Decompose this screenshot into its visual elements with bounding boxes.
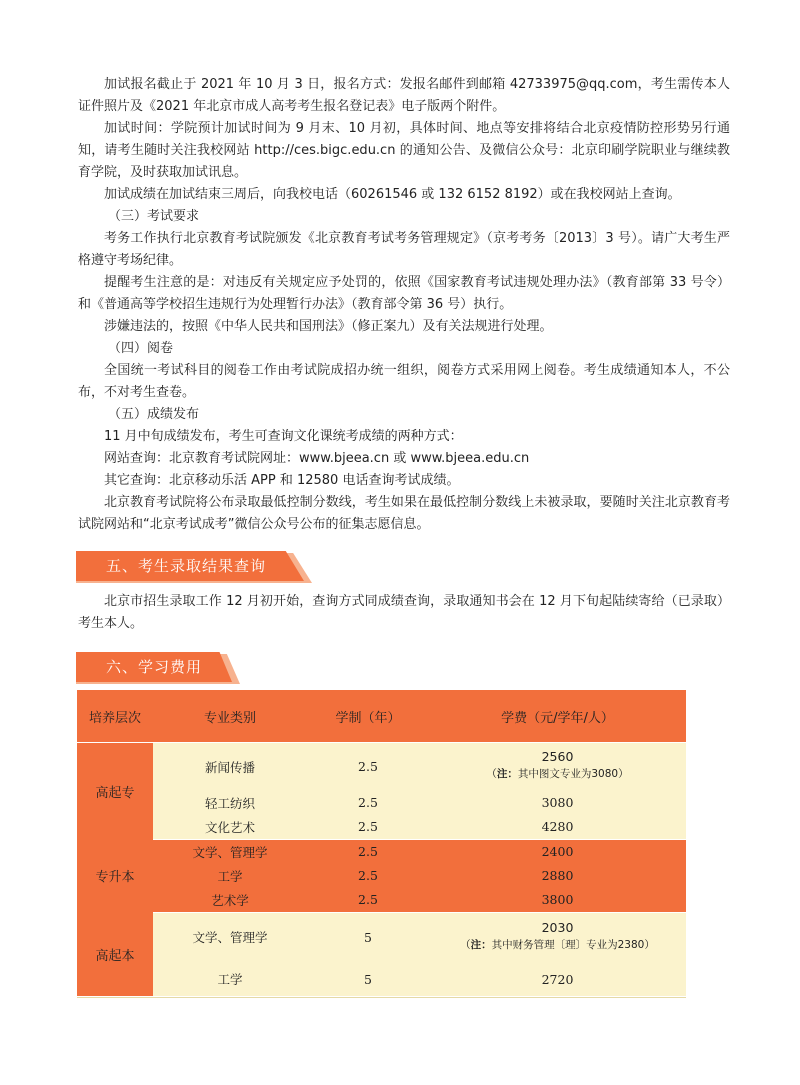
paragraph: 加试报名截止于 2021 年 10 月 3 日，报名方式：发报名邮件到邮箱 42733975@qq.com，考生需传本人证件照片及《2021 年北京市成人高考考生报名登记表》电子版两个附件。 <box>78 77 730 114</box>
fee-cell: 3800 <box>429 888 686 913</box>
table-row <box>77 912 686 962</box>
fee-cell: 3080 <box>429 791 686 815</box>
years-cell: 2.5 <box>307 864 429 888</box>
tuition-table <box>77 690 686 996</box>
note-body: 其中财务管理〔理〕专业为2380） <box>491 938 655 951</box>
subheading: （四）阅卷 <box>108 341 174 356</box>
table-bottom-rule <box>77 997 686 998</box>
fee-cell: 2400 <box>429 839 686 864</box>
note-prefix: 注： <box>496 768 518 781</box>
paragraph: 全国统一考试科目的阅卷工作由考试院成招办统一组织，阅卷方式采用网上阅卷。考生成绩通知本人，不公布，不对考生查卷。 <box>78 363 730 400</box>
fee-cell <box>429 912 686 962</box>
table-row <box>77 815 686 840</box>
major-cell: 文学、管理学 <box>153 912 307 962</box>
paragraph: 其它查询：北京移动乐活 APP 和 12580 电话查询考试成绩。 <box>104 473 460 488</box>
major-cell: 轻工纺织 <box>153 791 307 815</box>
years-cell: 2.5 <box>307 743 429 791</box>
header-years: 学制（年） <box>307 690 429 743</box>
note-open: （ <box>460 938 471 951</box>
table-row <box>77 743 686 791</box>
fee-cell: 2880 <box>429 864 686 888</box>
section6-banner <box>76 652 240 682</box>
fee-cell: 4280 <box>429 815 686 840</box>
fee-value: 2560 <box>541 749 574 765</box>
major-cell: 文化艺术 <box>153 815 307 840</box>
level-cell: 高起本 <box>77 912 153 996</box>
major-cell: 文学、管理学 <box>153 839 307 864</box>
paragraph: 提醒考生注意的是：对违反有关规定应予处罚的，依照《国家教育考试违规处理办法》（教育部第 33 号令）和《普通高等学校招生违规行为处理暂行办法》（教育部令第 36 号）执行。 <box>78 275 730 312</box>
section5-body <box>78 591 730 635</box>
years-cell: 5 <box>307 962 429 996</box>
years-cell: 2.5 <box>307 815 429 840</box>
table-row <box>77 864 686 888</box>
table-header-row <box>77 690 686 743</box>
table-row <box>77 791 686 815</box>
level-cell: 专升本 <box>77 839 153 912</box>
level-cell: 高起专 <box>77 743 153 840</box>
paragraph: 11 月中旬成绩发布，考生可查询文化课统考成绩的两种方式： <box>104 429 463 444</box>
years-cell: 2.5 <box>307 791 429 815</box>
table-row <box>77 839 686 864</box>
paragraph: 涉嫌违法的，按照《中华人民共和国刑法》（修正案九）及有关法规进行处理。 <box>104 319 553 334</box>
table-row <box>77 888 686 913</box>
paragraph: 北京教育考试院将公布录取最低控制分数线，考生如果在最低控制分数线上未被录取，要随时关注北京教育考试院网站和“北京考试成考”微信公众号公布的征集志愿信息。 <box>78 495 730 532</box>
note-body: 其中图文专业为3080） <box>517 768 629 781</box>
section5-title: 五、考生录取结果查询 <box>106 557 267 575</box>
fee-note <box>429 935 686 955</box>
subheading: （三）考试要求 <box>108 209 200 224</box>
header-level: 培养层次 <box>77 690 153 743</box>
header-fee: 学费（元/学年/人） <box>429 690 686 743</box>
note-open: （ <box>486 768 497 781</box>
subheading: （五）成绩发布 <box>108 407 200 422</box>
section5-banner <box>76 551 312 581</box>
major-cell: 工学 <box>153 962 307 996</box>
body-text <box>78 74 730 536</box>
paragraph: 网站查询：北京教育考试院网址：www.bjeea.cn 或 www.bjeea.edu.cn <box>104 451 530 466</box>
paragraph: 考务工作执行北京教育考试院颁发《北京教育考试考务管理规定》（京考考务〔2013〕3 号）。请广大考生严格遵守考场纪律。 <box>78 231 730 268</box>
table-row <box>77 962 686 996</box>
years-cell: 5 <box>307 912 429 962</box>
fee-note <box>429 764 686 784</box>
major-cell: 艺术学 <box>153 888 307 913</box>
paragraph: 加试成绩在加试结束三周后，向我校电话（60261546 或 132 6152 8192）或在我校网站上查询。 <box>104 187 681 202</box>
major-cell: 新闻传播 <box>153 743 307 791</box>
paragraph: 北京市招生录取工作 12 月初开始，查询方式同成绩查询，录取通知书会在 12 月下旬起陆续寄给（已录取）考生本人。 <box>78 594 730 631</box>
years-cell: 2.5 <box>307 888 429 913</box>
major-cell: 工学 <box>153 864 307 888</box>
paragraph: 加试时间：学院预计加试时间为 9 月末、10 月初，具体时间、地点等安排将结合北京疫情防控形势另行通知，请考生随时关注我校网站 http://ces.bigc.edu.cn 的通知公告、及微信公众号：北京印刷学院职业与继续教育学院，及时获取加试讯息。 <box>78 121 730 180</box>
section6-title: 六、学习费用 <box>106 658 203 676</box>
fee-cell <box>429 743 686 791</box>
years-cell: 2.5 <box>307 839 429 864</box>
header-major: 专业类别 <box>153 690 307 743</box>
fee-value: 2030 <box>541 919 574 935</box>
fee-cell: 2720 <box>429 962 686 996</box>
note-prefix: 注： <box>470 938 492 951</box>
